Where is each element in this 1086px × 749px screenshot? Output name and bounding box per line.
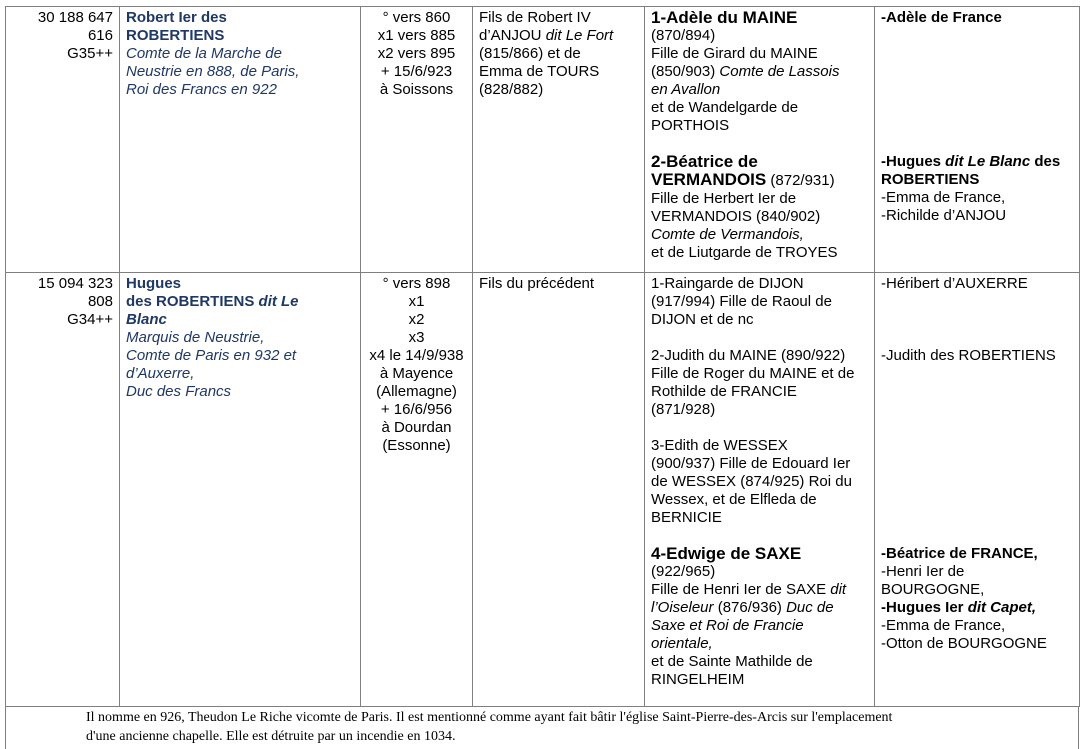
date-line: x2 vers 895: [377, 45, 456, 62]
date-line: x2: [408, 311, 425, 328]
spouse-line: RINGELHEIM: [651, 671, 745, 688]
spouse-line: 2-Judith du MAINE (890/922): [651, 347, 846, 364]
dates-cell: [361, 273, 473, 707]
date-line: (Allemagne): [376, 383, 457, 400]
date-line: + 16/6/956: [380, 401, 453, 418]
spouse-line: (850/903) Comte de Lassois: [651, 63, 840, 80]
child-name: -Béatrice de FRANCE,: [881, 545, 1038, 562]
person-name-cell: [120, 7, 361, 273]
spouse-line: (900/937) Fille de Edouard Ier: [651, 455, 851, 472]
child-name: -Emma de France,: [881, 617, 1006, 634]
spouse-line: Fille de Herbert Ier de: [651, 190, 797, 207]
children-cell: [875, 273, 1080, 707]
parents-line: Emma de TOURS: [479, 63, 600, 80]
child-name: -Héribert d’AUXERRE: [881, 275, 1028, 292]
parents-line: Fils du précédent: [479, 275, 595, 292]
child-name: -Henri Ier de: [881, 563, 965, 580]
person-title: Comte de Paris en 932 et: [126, 347, 297, 364]
spouse-line: Rothilde de FRANCIE: [651, 383, 797, 400]
table-row: [6, 7, 1080, 273]
spouse-name: 4-Edwige de SAXE: [651, 544, 802, 563]
date-line: x3: [408, 329, 425, 346]
person-title: Neustrie en 888, de Paris,: [126, 63, 300, 80]
spouse-line: (871/928): [651, 401, 716, 418]
spouse-line: Fille de Henri Ier de SAXE dit: [651, 581, 847, 598]
spouse-line: et de Liutgarde de TROYES: [651, 244, 838, 261]
note-line: Il nomme en 926, Theudon Le Riche vicomte de Paris. Il est mentionné comme ayant fait bâtir l'église Saint-Pierre-des-Arcis sur l'emplacement: [86, 710, 893, 725]
spouse-line: (917/994) Fille de Raoul de: [651, 293, 832, 310]
date-line: ° vers 898: [382, 275, 451, 292]
spouse-name: 1-Adèle du MAINE: [651, 8, 798, 27]
parents-line: (815/866) et de: [479, 45, 581, 62]
sosa-number-cell: [6, 7, 120, 273]
table-row: [6, 273, 1080, 707]
child-name: -Richilde d’ANJOU: [881, 207, 1007, 224]
person-title: d’Auxerre,: [126, 365, 195, 382]
person-name: ROBERTIENS: [126, 27, 225, 44]
parents-line: (828/882): [479, 81, 544, 98]
spouse-line: et de Sainte Mathilde de: [651, 653, 813, 670]
child-name: -Judith des ROBERTIENS: [881, 347, 1056, 364]
parents-cell: [473, 273, 645, 707]
person-name: Hugues: [126, 275, 182, 292]
spouse-line: 1-Raingarde de DIJON: [651, 275, 804, 292]
spouse-line: (870/894): [651, 27, 716, 44]
person-title: Duc des Francs: [126, 383, 232, 400]
child-name: BOURGOGNE,: [881, 581, 985, 598]
spouse-name: VERMANDOIS (872/931): [651, 170, 835, 189]
genealogy-table: [5, 6, 1080, 707]
parents-line: Fils de Robert IV: [479, 9, 591, 26]
person-name-cell: [120, 273, 361, 707]
person-name: Blanc: [126, 311, 167, 328]
date-line: à Mayence: [379, 365, 454, 382]
date-line: (Essonne): [382, 437, 451, 454]
spouses-cell: [645, 7, 875, 273]
date-line: à Soissons: [379, 81, 454, 98]
spouse-line: Fille de Roger du MAINE et de: [651, 365, 855, 382]
spouses-cell: [645, 273, 875, 707]
parents-line: d’ANJOU dit Le Fort: [479, 27, 614, 44]
child-name: ROBERTIENS: [881, 171, 980, 188]
parents-cell: [473, 7, 645, 273]
spouse-line: Wessex, et de Elfleda de: [651, 491, 817, 508]
spouse-line: 3-Edith de WESSEX: [651, 437, 788, 454]
person-name: des ROBERTIENS dit Le: [126, 293, 299, 310]
children-cell: [875, 7, 1080, 273]
spouse-line: orientale,: [651, 635, 713, 652]
person-title: Roi des Francs en 922: [126, 81, 277, 98]
spouse-name: 2-Béatrice de: [651, 152, 758, 171]
sosa-number-cell: [6, 273, 120, 707]
person-title: Comte de la Marche de: [126, 45, 282, 62]
spouse-line: DIJON et de nc: [651, 311, 754, 328]
sosa-number: 30 188 647 616: [37, 9, 113, 44]
spouse-line: de WESSEX (874/925) Roi du: [651, 473, 852, 490]
date-line: x1: [408, 293, 425, 310]
dates-cell: [361, 7, 473, 273]
child-name: -Adèle de France: [881, 9, 1002, 26]
child-name: -Hugues dit Le Blanc des: [881, 153, 1061, 170]
generation-label: G35++: [67, 45, 113, 62]
spouse-line: et de Wandelgarde de: [651, 99, 799, 116]
child-name: -Hugues Ier dit Capet,: [881, 599, 1037, 616]
date-line: x1 vers 885: [377, 27, 456, 44]
spouse-line: Fille de Girard du MAINE: [651, 45, 818, 62]
person-title: Marquis de Neustrie,: [126, 329, 265, 346]
spouse-line: Saxe et Roi de Francie: [651, 617, 804, 634]
child-name: -Otton de BOURGOGNE: [881, 635, 1047, 652]
note-line: d'une ancienne chapelle. Elle est détruite par un incendie en 1034.: [86, 729, 456, 744]
spouse-line: PORTHOIS: [651, 117, 730, 134]
historical-note: [5, 706, 1079, 749]
sosa-number: 15 094 323 808: [37, 275, 113, 310]
generation-label: G34++: [67, 311, 113, 328]
date-line: + 15/6/923: [380, 63, 453, 80]
date-line: x4 le 14/9/938: [369, 347, 464, 364]
spouse-line: en Avallon: [651, 81, 721, 98]
person-name: Robert Ier des: [126, 9, 227, 26]
date-line: à Dourdan: [381, 419, 452, 436]
date-line: ° vers 860: [382, 9, 451, 26]
spouse-line: VERMANDOIS (840/902): [651, 208, 821, 225]
spouse-line: (922/965): [651, 563, 716, 580]
spouse-line: Comte de Vermandois,: [651, 226, 804, 243]
child-name: -Emma de France,: [881, 189, 1006, 206]
spouse-line: l’Oiseleur (876/936) Duc de: [651, 599, 834, 616]
spouse-line: BERNICIE: [651, 509, 722, 526]
